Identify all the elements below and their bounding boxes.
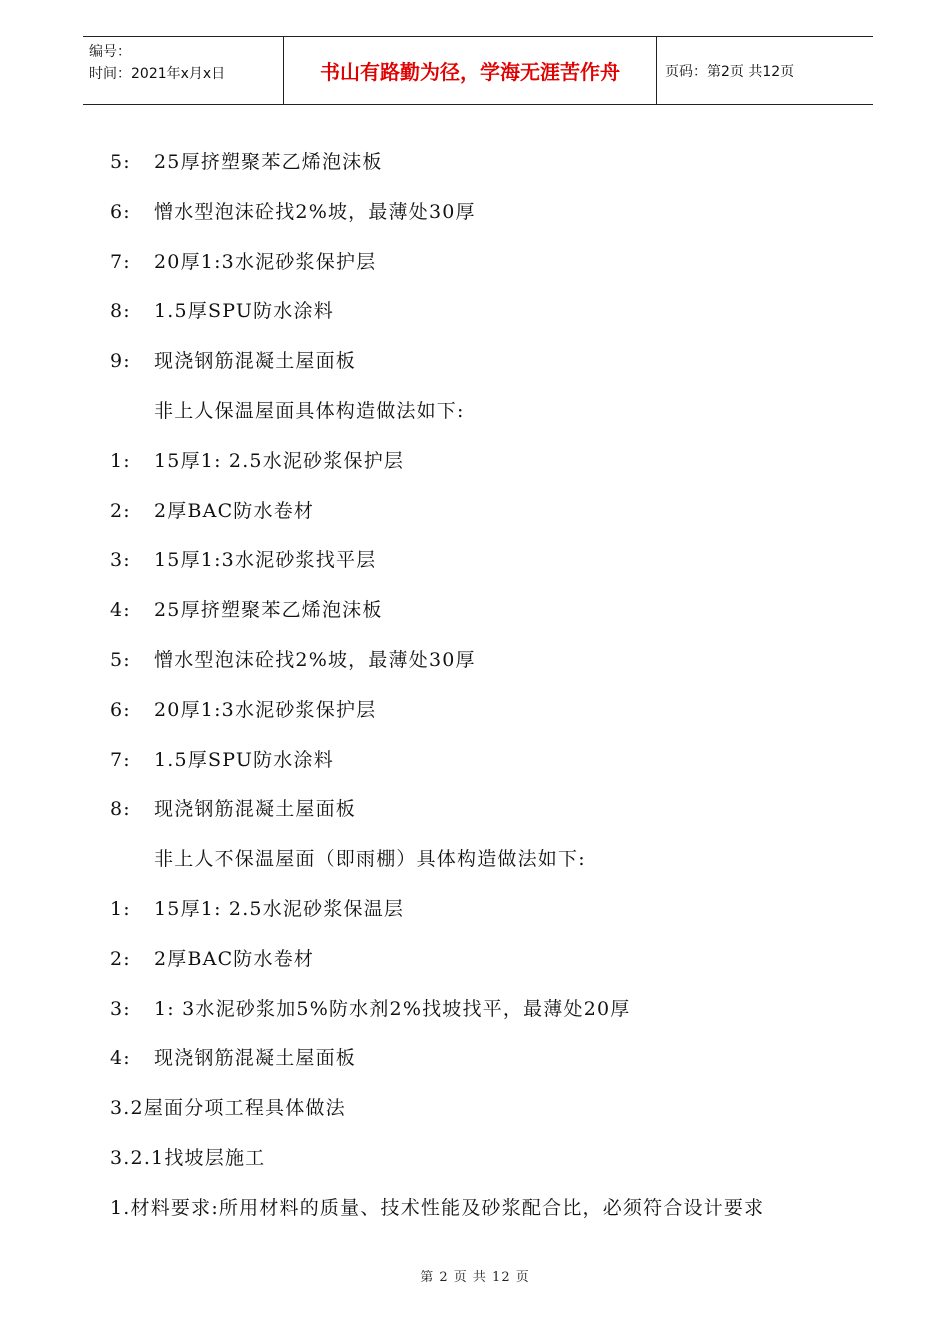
document-line: [110, 291, 870, 341]
document-line: [110, 640, 870, 690]
line-text: 3.2屋面分项工程具体做法: [110, 1097, 346, 1120]
line-number: 7:: [110, 250, 131, 273]
page-footer: 第 2 页 共 12 页: [420, 1270, 530, 1285]
line-number: 8:: [110, 798, 131, 821]
line-text: 2厚BAC防水卷材: [154, 499, 315, 522]
line-text: 15厚1: 2.5水泥砂浆保温层: [154, 897, 405, 920]
line-number: 4:: [110, 1047, 131, 1070]
line-text: 25厚挤塑聚苯乙烯泡沫板: [154, 151, 383, 173]
line-number: 1:: [110, 449, 131, 472]
line-text: 15厚1: 2.5水泥砂浆保护层: [154, 449, 405, 472]
line-text: 2厚BAC防水卷材: [154, 947, 315, 970]
line-number: 6:: [110, 698, 131, 721]
line-number: 7:: [110, 748, 131, 771]
document-line: [110, 740, 870, 790]
line-number: 2:: [110, 499, 131, 522]
line-text: 现浇钢筋混凝土屋面板: [154, 1047, 357, 1070]
line-number: 9:: [110, 350, 131, 373]
line-text: 20厚1:3水泥砂浆保护层: [154, 250, 377, 273]
header-page-info: 页码：第2页 共12页: [665, 63, 795, 80]
document-line: [110, 939, 870, 989]
document-line: [110, 441, 870, 491]
line-text: 非上人保温屋面具体构造做法如下:: [154, 399, 465, 422]
document-line: [110, 1188, 870, 1238]
document-line: [110, 491, 870, 541]
document-line: [110, 989, 870, 1039]
document-line: [110, 590, 870, 640]
line-number: 3:: [110, 997, 131, 1020]
line-text: 20厚1:3水泥砂浆保护层: [154, 698, 377, 721]
document-line: [110, 192, 870, 242]
document-number-label: 编号：: [89, 44, 131, 60]
document-line: [110, 242, 870, 292]
document-line: [110, 341, 870, 391]
document-line: [110, 540, 870, 590]
line-text: 非上人不保温屋面（即雨棚）具体构造做法如下:: [154, 848, 586, 871]
document-line: [110, 1138, 870, 1188]
document-body: [110, 142, 870, 1238]
document-time: 时间：2021年x月x日: [89, 66, 226, 82]
document-line: [110, 789, 870, 839]
line-text: 3.2.1找坡层施工: [110, 1146, 266, 1169]
line-number: 2:: [110, 947, 131, 970]
document-line: [110, 391, 870, 441]
line-number: 5:: [110, 648, 131, 671]
document-line: [110, 1088, 870, 1138]
header-motto: 书山有路勤为径，学海无涯苦作舟: [284, 37, 657, 104]
document-line: [110, 1038, 870, 1088]
line-text: 憎水型泡沫砼找2%坡，最薄处30厚: [154, 648, 476, 671]
document-line: [110, 142, 870, 192]
document-line: [110, 690, 870, 740]
line-text: 1.材料要求:所用材料的质量、技术性能及砂浆配合比，必须符合设计要求: [110, 1196, 765, 1219]
header-meta: [83, 37, 284, 104]
line-number: 1:: [110, 897, 131, 920]
line-text: 憎水型泡沫砼找2%坡，最薄处30厚: [154, 200, 476, 223]
line-number: 3:: [110, 549, 131, 572]
line-number: 5:: [110, 151, 131, 173]
line-text: 1.5厚SPU防水涂料: [154, 300, 334, 323]
line-number: 8:: [110, 300, 131, 323]
line-text: 1.5厚SPU防水涂料: [154, 748, 334, 771]
line-text: 现浇钢筋混凝土屋面板: [154, 350, 357, 373]
line-number: 4:: [110, 599, 131, 622]
line-text: 现浇钢筋混凝土屋面板: [154, 798, 357, 821]
document-line: [110, 839, 870, 889]
line-number: 6:: [110, 200, 131, 223]
page-header: [83, 36, 873, 105]
line-text: 1: 3水泥砂浆加5%防水剂2%找坡找平，最薄处20厚: [154, 997, 631, 1020]
document-line: [110, 889, 870, 939]
line-text: 25厚挤塑聚苯乙烯泡沫板: [154, 599, 383, 622]
line-text: 15厚1:3水泥砂浆找平层: [154, 549, 377, 572]
